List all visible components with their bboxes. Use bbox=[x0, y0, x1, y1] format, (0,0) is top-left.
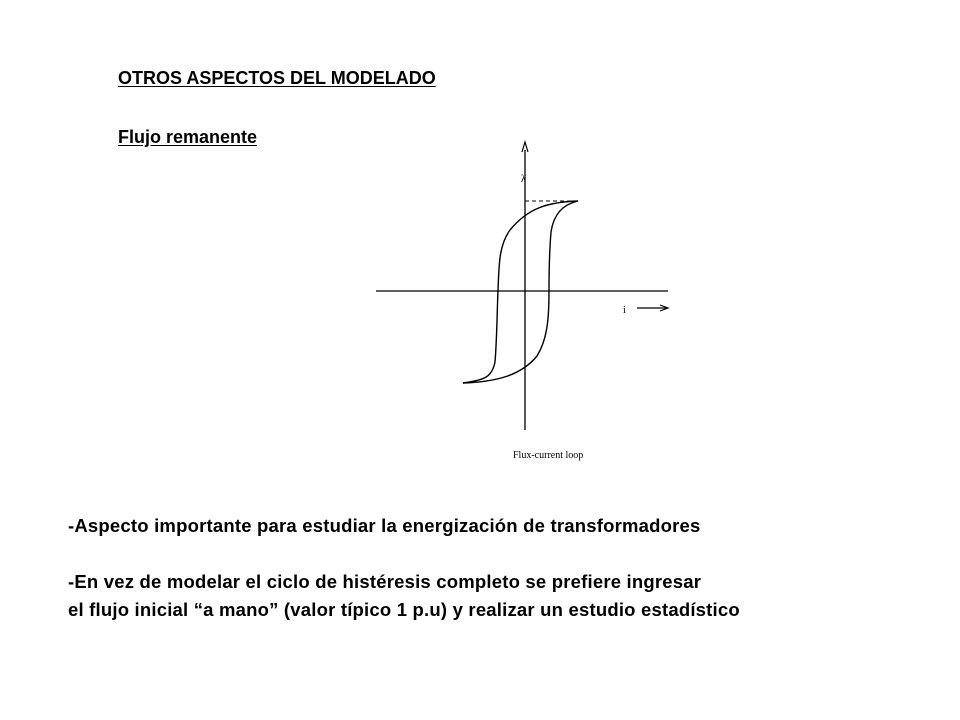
section-subtitle: Flujo remanente bbox=[118, 127, 258, 147]
y-axis-label: λ bbox=[521, 174, 526, 185]
body-text-line-3: el flujo inicial “a mano” (valor típico 1 p.u) y realizar un estudio estadístico bbox=[68, 599, 740, 620]
hysteresis-loop-diagram bbox=[360, 128, 680, 470]
body-text-line-1: -Aspecto importante para estudiar la energización de transformadores bbox=[68, 515, 701, 536]
x-axis-label: i bbox=[623, 305, 626, 316]
page-title: OTROS ASPECTOS DEL MODELADO bbox=[118, 68, 436, 88]
hysteresis-descending-branch bbox=[463, 201, 578, 383]
hysteresis-ascending-branch bbox=[463, 201, 578, 383]
body-text-line-2: -En vez de modelar el ciclo de histéresis completo se prefiere ingresar bbox=[68, 571, 702, 592]
figure-caption: Flux-current loop bbox=[513, 450, 584, 461]
